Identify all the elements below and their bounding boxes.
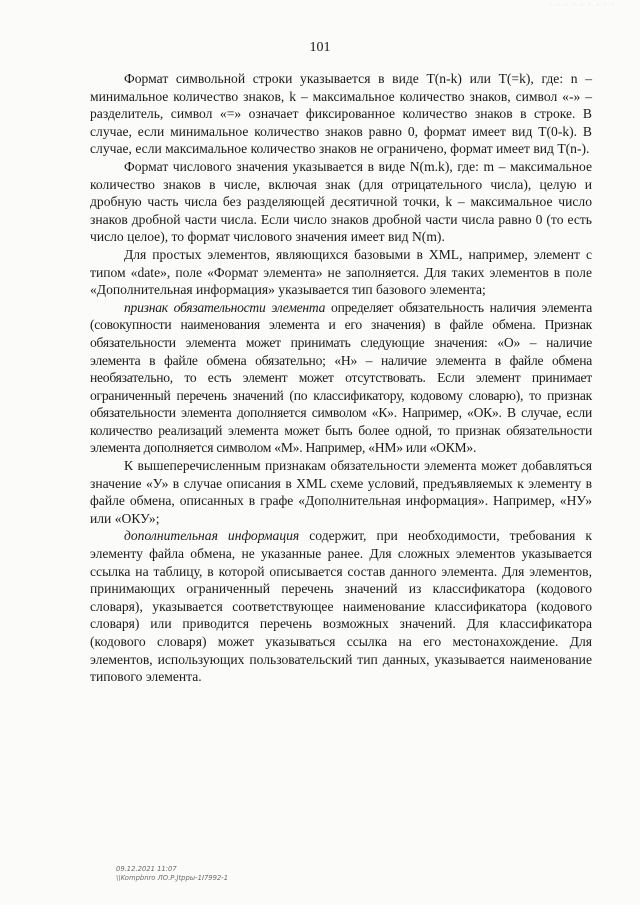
paragraph-string-format: Формат символьной строки указывается в виде T(n-k) или T(=k), где: n – минимальное количество знаков, k – максимальное количество знаков, символ «-» – разделитель, символ «=» означает фиксированное количество знаков в строке. В случае, если минимальное количество знаков равно 0, формат имеет вид T(0-k). В случае, если максимальное количество знаков не ограничено, формат имеет вид T(n-). [90, 71, 592, 157]
paragraph-additional-info [90, 527, 592, 685]
paragraph-mandatory-flag [90, 299, 592, 457]
page-number: 101 [309, 40, 331, 55]
paragraph-condition-flag: К вышеперечисленным признакам обязательности элемента может добавляться значение «У» в случае описания в XML схеме условий, предъявляемых к элементу в файле обмена, описанных в графе «Дополнительная информация». Например, «НУ» или «ОКУ»; [90, 458, 592, 526]
paragraph-simple-elements: Для простых элементов, являющихся базовыми в XML, например, элемент с типом «date», поле «Формат элемента» не заполняется. Для таких элементов в поле «Дополнительная информация» указывается тип базового элемента; [90, 246, 592, 298]
footer-file-path: \\Kompbnro ЛО.Р.Jtрpы-1I7992-1 [116, 874, 229, 882]
term-additional-info: дополнительная информация [124, 528, 300, 544]
term-mandatory-flag: признак обязательности элемента [124, 299, 326, 315]
scan-artifact: · · · · · · · · · [549, 2, 616, 9]
document-body [90, 70, 592, 686]
paragraph-number-format: Формат числового значения указывается в виде N(m.k), где: m – максимальное количество знаков в числе, включая знак (для отрицательного числа), целую и дробную часть числа без разделяющей десятичной точки, k – максимальное число знаков дробной части числа. Если число знаков дробной части числа равно 0 (то есть число целое), то формат числового значения имеет вид N(m). [90, 158, 592, 245]
footer-stamp [116, 865, 228, 883]
footer-timestamp: 09.12.2021 11:07 [116, 865, 177, 873]
mandatory-flag-text: определяет обязательность наличия элемента (совокупности наименования элемента и его значения) в файле обмена. Признак обязательности элемента может принимать следующие значения: «О» – наличие элемента в файле обмена обязательно; «Н» – наличие элемента в файле обмена необязательно, то есть элемент может отсутствовать. Если элемент принимает ограниченный перечень значений (по классификатору, кодовому словарю), то признак обязательности элемента дополняется символом «К». Например, «ОК». В случае, если количество реализаций элемента может быть более одной, то признак обязательности элемента дополняется символом «М». Например, «НМ» или «ОКМ». [90, 299, 592, 456]
additional-info-text: содержит, при необходимости, требования к элементу файла обмена, не указанные ранее. Для сложных элементов указывается ссылка на таблицу, в которой описывается состав данного элемента. Для элементов, принимающих ограниченный перечень значений из классификатора (кодового словаря), указывается соответствующее наименование классификатора (кодового словаря) или приводится перечень возможных значений. Для классификатора (кодового словаря) может указываться ссылка на его местонахождение. Для элементов, использующих пользовательский тип данных, указывается наименование типового элемента. [90, 528, 592, 685]
